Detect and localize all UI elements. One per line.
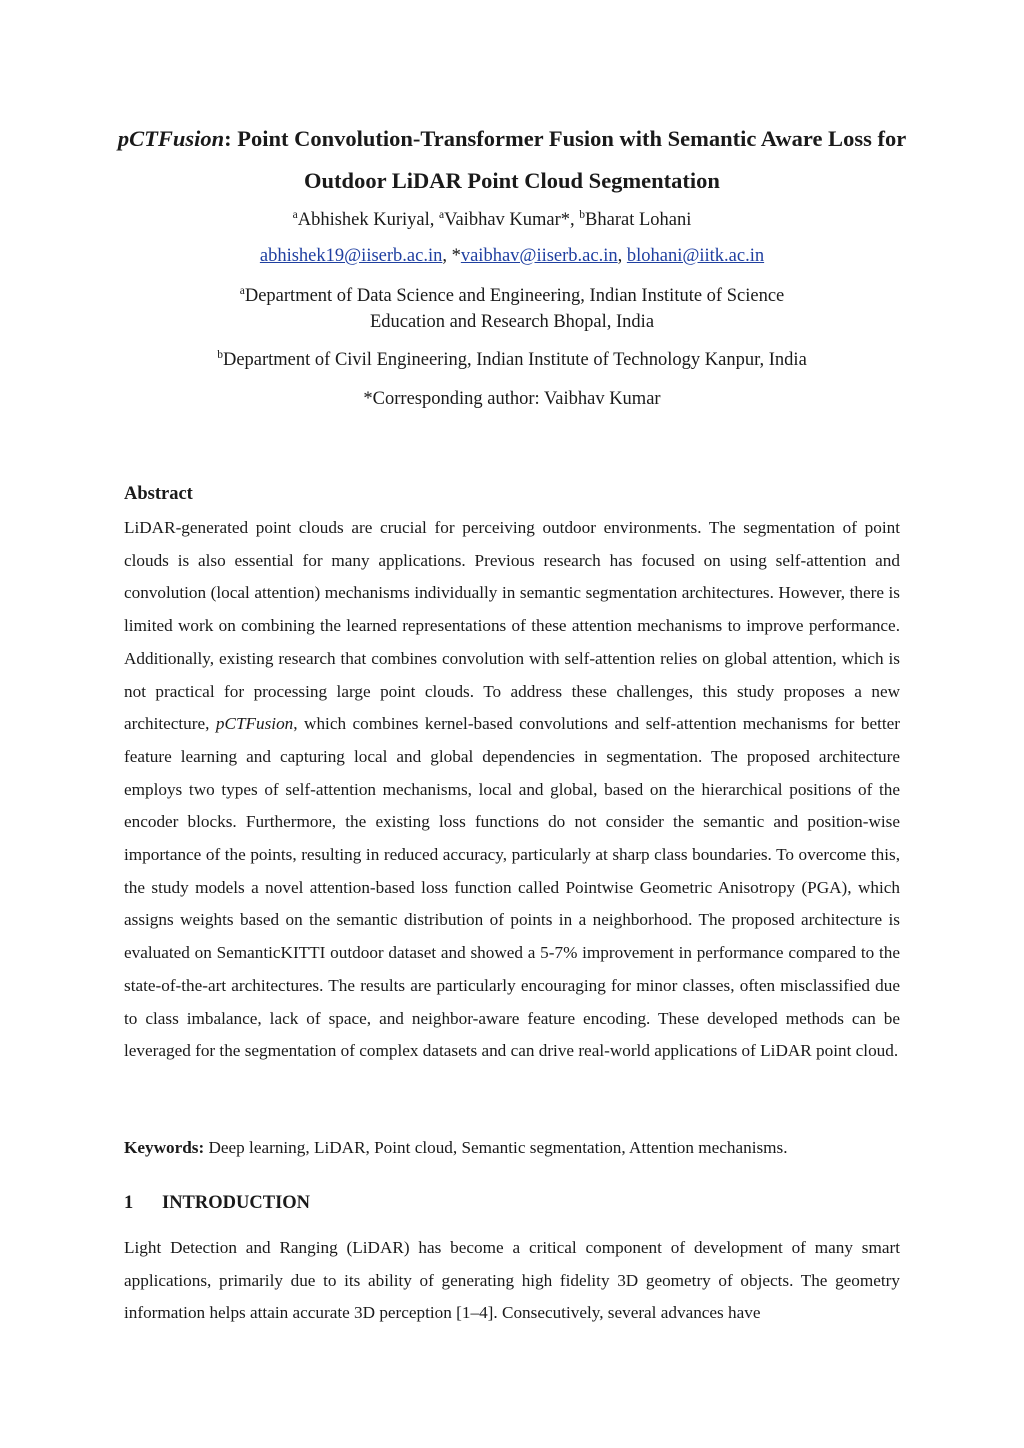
author-emails: abhishek19@iiserb.ac.in, *vaibhav@iiserb.ac.in, blohani@iitk.ac.in (259, 246, 765, 266)
section-number: 1 (124, 1193, 134, 1213)
affiliation-a-line2: Education and Research Bhopal, India (369, 312, 655, 332)
affiliation-b-mark: b (217, 348, 223, 361)
email-link-kuriyal[interactable]: abhishek19@iiserb.ac.in (259, 246, 443, 266)
section-title: INTRODUCTION (162, 1193, 311, 1213)
email-link-lohani[interactable]: blohani@iitk.ac.in (626, 246, 765, 266)
affiliation-b (0, 347, 1024, 373)
title-italic: pCTFusion (117, 126, 225, 151)
author-1-name: Abhishek Kuriyal (297, 210, 430, 230)
email-link-kumar[interactable]: vaibhav@iiserb.ac.in (460, 246, 618, 266)
affiliation-a-line1: Department of Data Science and Engineering, Indian Institute of Science (244, 286, 785, 306)
keywords-label: Keywords: (124, 1138, 205, 1157)
author-3-name: Bharat Lohani (585, 210, 692, 230)
affiliation-a (0, 283, 1024, 335)
abstract-body (124, 512, 900, 1068)
author-1-affil-mark: a (292, 208, 298, 221)
title-rest: : Point Convolution-Transformer Fusion with Semantic Aware Loss for Outdoor LiDAR Point Cloud Segmentation (224, 126, 907, 193)
introduction-heading (124, 1190, 310, 1216)
affiliation-a-mark: a (239, 284, 245, 297)
author-3-affil-mark: b (579, 208, 586, 221)
abstract-part-1: LiDAR-generated point clouds are crucial for perceiving outdoor environments. The segmentation of point clouds is also essential for many applications. Previous research has focused on using self-attention and convolution (local attention) mechanisms individually in semantic segmentation architectures. However, there is limited work on combining the learned representations of these attention mechanisms to improve performance. Additionally, existing research that combines convolution with self-attention relies on global attention, which is not practical for processing large point clouds. To address these challenges, this study proposes a new architecture, (124, 518, 900, 734)
introduction-body: Light Detection and Ranging (LiDAR) has become a critical component of development of many smart applications, primarily due to its ability of generating high fidelity 3D geometry of objects. The geometry information helps attain accurate 3D perception [1–4]. Consecutively, several advances have (124, 1238, 900, 1323)
keywords-text: Deep learning, LiDAR, Point cloud, Semantic segmentation, Attention mechanisms. (204, 1138, 788, 1157)
author-2-name: Vaibhav Kumar* (444, 210, 571, 230)
paper-title (100, 118, 924, 202)
corresponding-author: *Corresponding author: Vaibhav Kumar (363, 389, 661, 409)
abstract-part-2: , which combines kernel-based convolutions and self-attention mechanisms for better feature learning and capturing local and global dependencies in segmentation. The proposed architecture employs two types of self-attention mechanisms, local and global, based on the hierarchical positions of the encoder blocks. Furthermore, the existing loss functions do not consider the semantic and position-wise importance of the points, resulting in reduced accuracy, particularly at sharp class boundaries. To overcome this, the study models a novel attention-based loss function called Pointwise Geometric Anisotropy (PGA), which assigns weights based on the semantic distribution of points in a neighborhood. The proposed architecture is evaluated on SemanticKITTI outdoor dataset and showed a 5-7% improvement in performance compared to the state-of-the-art architectures. The results are particularly encouraging for minor classes, often misclassified due to class imbalance, lack of space, and neighbor-aware feature encoding. These developed methods can be leveraged for the segmentation of complex datasets and can drive real-world applications of LiDAR point cloud. (124, 714, 900, 1061)
author-2-affil-mark: a (439, 208, 445, 221)
abstract-italic-term: pCTFusion (215, 714, 294, 734)
author-list: $^a$Abhishek Kuriyal, $^a$Vaibhav Kumar*, $^b$Bharat Lohani (292, 208, 692, 230)
keywords (124, 1132, 900, 1165)
affiliation-b-text: Department of Civil Engineering, Indian Institute of Technology Kanpur, India (222, 350, 807, 370)
abstract-heading: Abstract (124, 484, 193, 504)
